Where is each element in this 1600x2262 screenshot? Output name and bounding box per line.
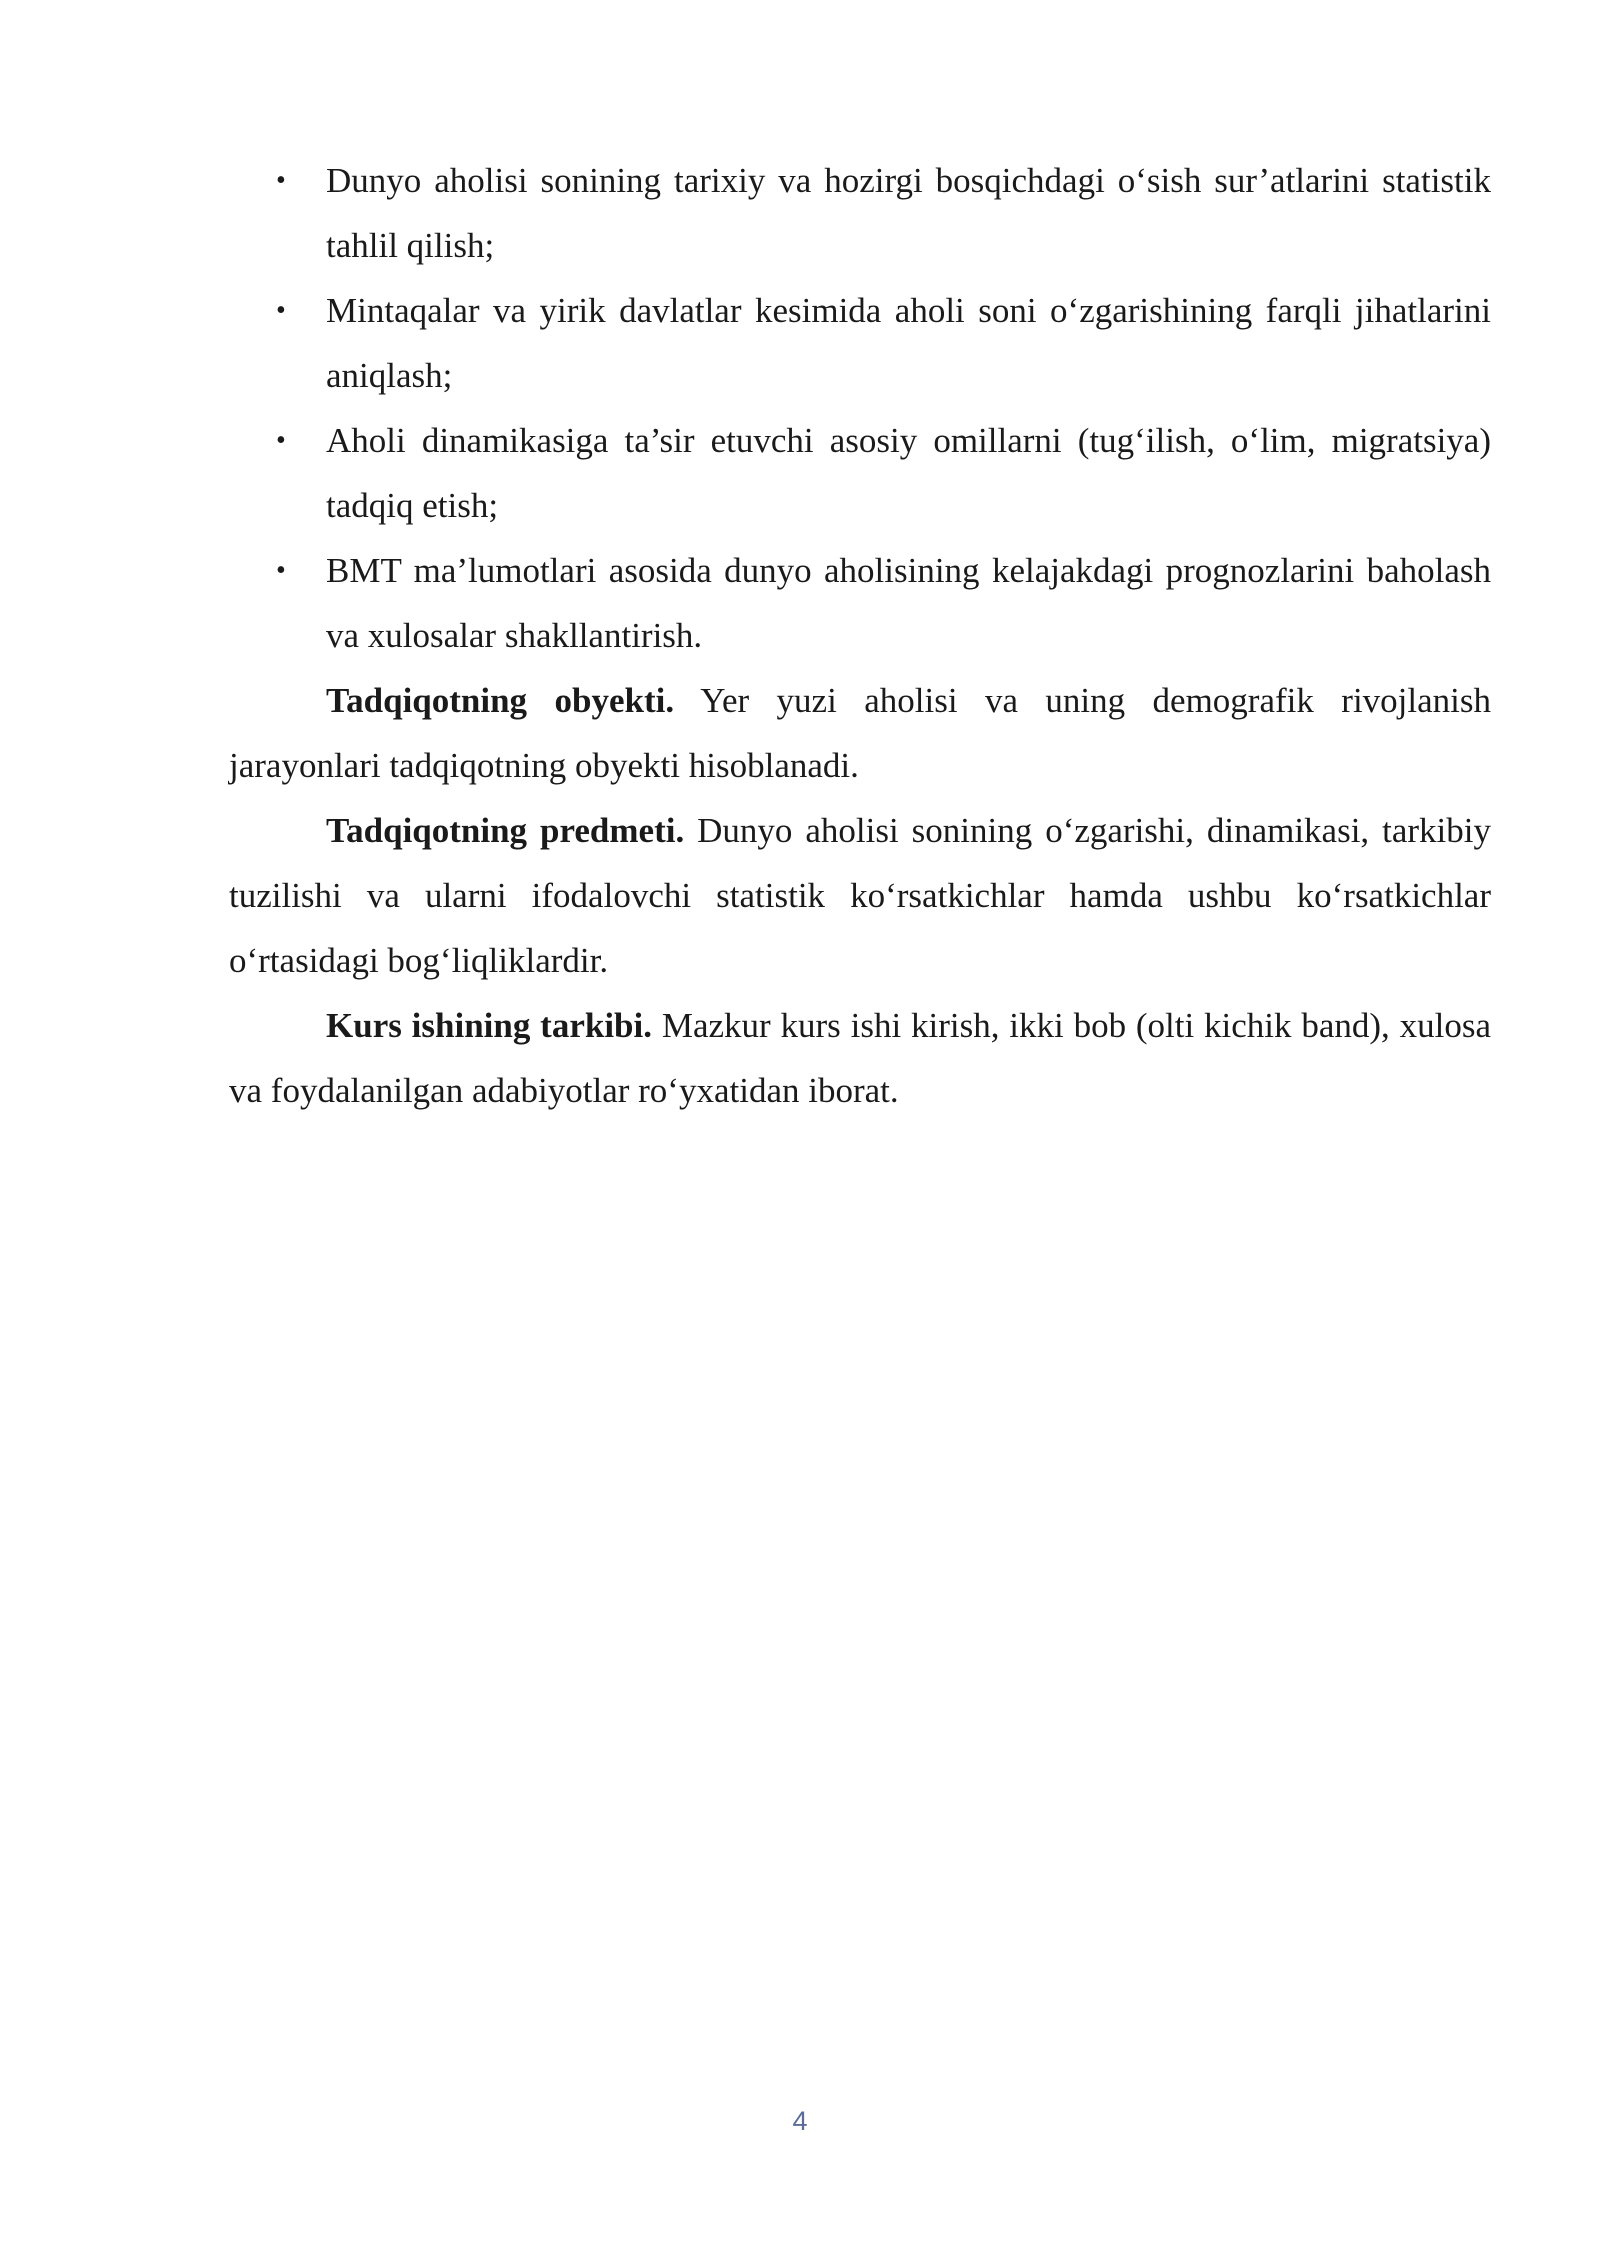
list-item-text: BMT ma’lumotlari asosida dunyo aholisining kelajakdagi prognozlarini baholash va xulosalar shakllantirish.: [326, 551, 1491, 655]
bullet-icon: •: [276, 295, 286, 326]
course-structure-paragraph: [229, 993, 1491, 1123]
list-item: [229, 538, 1491, 668]
objectives-list: [229, 148, 1491, 668]
bullet-icon: •: [276, 425, 286, 456]
list-item-text: Dunyo aholisi sonining tarixiy va hozirgi bosqichdagi o‘sish sur’atlarini statistik tahlil qilish;: [326, 161, 1491, 265]
list-item: [229, 278, 1491, 408]
research-subject-text: Dunyo aholisi sonining o‘zgarishi, dinamikasi, tarkibiy tuzilishi va ularni ifodalovchi statistik ko‘rsatkichlar hamda ushbu ko‘rsatkichlar o‘rtasidagi bog‘liqliklardir.: [229, 811, 1491, 980]
list-item-text: Aholi dinamikasiga ta’sir etuvchi asosiy omillarni (tug‘ilish, o‘lim, migratsiya) tadqiq etish;: [326, 421, 1491, 525]
list-item: [229, 408, 1491, 538]
bullet-icon: •: [276, 555, 286, 586]
research-object-paragraph: [229, 668, 1491, 798]
page-number: 4: [792, 2106, 808, 2136]
list-item-text: Mintaqalar va yirik davlatlar kesimida aholi soni o‘zgarishining farqli jihatlarini aniqlash;: [326, 291, 1491, 395]
page-content: [229, 148, 1491, 1123]
bullet-icon: •: [276, 165, 286, 196]
course-structure-text: Mazkur kurs ishi kirish, ikki bob (olti kichik band), xulosa va foydalanilgan adabiyotlar ro‘yxatidan iborat.: [229, 1006, 1491, 1110]
research-subject-paragraph: [229, 798, 1491, 993]
list-item: [229, 148, 1491, 278]
research-subject-heading: Tadqiqotning predmeti.: [326, 811, 685, 850]
research-object-heading: Tadqiqotning obyekti.: [326, 681, 675, 720]
course-structure-heading: Kurs ishining tarkibi.: [326, 1006, 653, 1045]
research-object-text: Yer yuzi aholisi va uning demografik rivojlanish jarayonlari tadqiqotning obyekti hisoblanadi.: [229, 681, 1491, 785]
